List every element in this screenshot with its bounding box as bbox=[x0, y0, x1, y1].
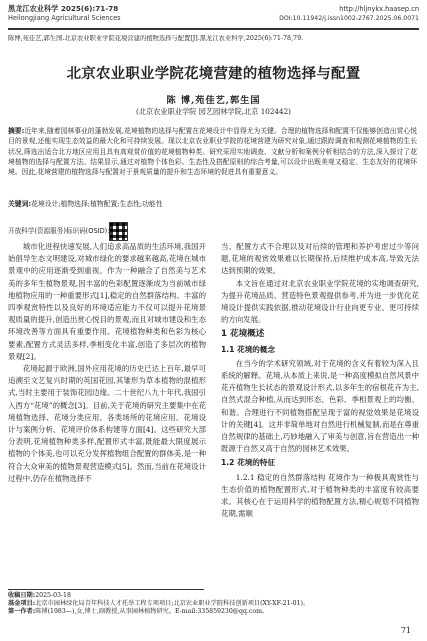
first-author-info: 第一作者:陈博(1983—),女,博士,副教授,从事园林植物研究。E-mail:335859230@qq.com。 bbox=[8, 608, 269, 615]
body-paragraph: 1.2.1 稳定的自然群落结构 花境作为一种极具观赏性与生态价值的植物配置形式,对于植物种类的丰富度有较高要求。其核心在于运用科学的植物配置方法,精心规划不同植物花期,需顺 bbox=[221, 472, 419, 519]
header-rule bbox=[8, 28, 419, 30]
keywords-text: 花境设计;植物选择;植物配置;生态性;功能性 bbox=[31, 200, 163, 208]
article-title: 北京农业职业学院花境营建的植物选择与配置 bbox=[66, 65, 361, 82]
qr-code-icon[interactable] bbox=[109, 222, 128, 241]
received-date: 收稿日期:2025-03-18 bbox=[8, 592, 71, 599]
journal-url[interactable]: http://hljnykx.haasep.cn bbox=[339, 5, 419, 13]
abstract-text: 近年来,随着园林事业的蓬勃发展,花境植物的选择与配置在花境设计中显得尤为关键。合理的植物选择和配置不仅能够创造出赏心悦目的景观,还能实现生态效益的最大化和可持续发展。现以北京农业职业学院的花境营建为研究对象,通过跟踪调查和观测花境植物的生长状况,筛选出适合北方地区应用且具有高观赏价值的花境植物种类。研究采用实地调查、文献分析和案例分析相结合的方法,深入探讨了花境植物的选择与配置方法。结果显示,通过对植物个体色彩、生态性及搭配原则的综合考量,可以设计出既美观又稳定、生态友好的花境环境。因此,花境营建的植物选择与配置对于景观质量的提升和生态环境的促进具有重要意义。 bbox=[8, 127, 417, 177]
oa-label: 开放科学(资源服务)标识码(OSID): bbox=[8, 227, 110, 235]
body-paragraph: 花境起源于欧洲,国外应用花境的历史已达上百年,最早可追溯至文艺复兴时期的英国花园,其雏形为草本植物的混植形式,当时主要用于装饰花园边缘。二十世纪八九十年代,我国引入西方“花境”的概念[3]。目前,关于花境的研究主要集中在花境植物选择、花境分类应用、各类场所的花境应用、花境设计与案例分析、花境评价体系构建等方面[4]。这些研究大部分表明,花境植物种类多样,配置形式丰富,既能最大限度展示植物的个体美,也可以充分发挥植物组合配置的群体美,是一种符合大众审美的植物景观营造模式[5]。然而,当前在花境设计过程中,仍存在植物选择不 bbox=[8, 364, 206, 483]
footnote-rule bbox=[8, 589, 204, 590]
footnote bbox=[8, 592, 417, 616]
body-paragraph: 城市化进程快速发展,人们追求高品质的生活环境,我国开始倡导生态文明建设,对城市绿化的要求越来越高,花境在城市景观中的应用逐渐受到重视。作为一种融合了自然美与艺术美的多年生植物景观,因丰富的色彩配置逐渐成为当前城市绿地植物应用的一种重要形式[1],稳定的自然群落结构、丰富的四季观赏特性以及良好的环境适应能力不仅可以提升花境景观质量的提升,创造出赏心悦目的景观,而且对城市建设和生态环境改善等方面具有重要作用。花境植物种类和色彩为核心要素,配置方式灵活多样,季相变化丰富,创造了多层次的植物景观[2]。 bbox=[8, 242, 206, 361]
section-heading: 1 花境概述 bbox=[221, 329, 265, 340]
body-paragraph: 当、配置方式不合理以及对后续的管理和养护考虑过少等问题,花境的观赏效果难以长期保持,后续维护成本高,导致无法达到预期的效果。 bbox=[221, 242, 419, 276]
keywords-label: 关键词: bbox=[8, 200, 32, 208]
body-paragraph: 本文旨在通过对北京农业职业学院花境的实地调查研究,为提升花境品质、营造特色景观提供参考,并为进一步优化花境设计提供实践依据,推动花境设计行业向更专业、更可持续的方向发展。 bbox=[221, 278, 419, 325]
citation: 陈博,苑佳艺,郭生国.北京农业职业学院花境营建的植物选择与配置[J].黑龙江农业科学,2025(6):71-78,79. bbox=[8, 35, 304, 42]
authors: 陈 博,苑佳艺,郭生国 bbox=[166, 95, 261, 106]
keywords bbox=[8, 199, 417, 209]
subsection-heading: 1.1 花境的概念 bbox=[221, 344, 276, 354]
right-column bbox=[221, 241, 419, 520]
left-column bbox=[8, 241, 206, 485]
abstract bbox=[8, 126, 417, 177]
fund-info: 基金项目:北京市园林绿化局青年科技人才托举工程专项项目;北京农业职业学院科技创新项目(XY-XF-21-01)。 bbox=[8, 600, 310, 607]
page-number: 71 bbox=[400, 626, 411, 635]
affiliation: (北京农业职业学院 园艺园林学院,北京 102442) bbox=[136, 107, 291, 116]
journal-name-cn: 黑龙江农业科学 2025(6):71-78 bbox=[8, 4, 119, 13]
oa-identifier bbox=[8, 222, 208, 238]
journal-name-en: Heilongjiang Agricultural Sciences bbox=[8, 13, 121, 22]
abstract-label: 摘要: bbox=[8, 127, 25, 135]
subsection-heading: 1.2 花境的特征 bbox=[221, 458, 276, 468]
doi: DOI:10.11942/j.issn1002-2767.2025.06.0071 bbox=[279, 15, 419, 22]
body-paragraph: 在当今的学术研究领域,对于花境的含义有着较为深入且系统的解释。花境,从本质上来说,是一种高度模拟自然风景中花卉植物生长状态的景观设计形式,以多年生的宿根花卉为主,自然式混合种植,从而达到形态、色彩、季相景观上的均衡、和谐。合理进行不同植物搭配呈现于富的视觉效果是花境设计的关键[4]。这并非简单地对自然进行机械复制,而是在尊重自然规律的基础上,巧妙地融入了审美与创意,旨在营造出一种既源于自然又高于自然的园林艺术效果。 bbox=[221, 358, 419, 454]
journal-header bbox=[8, 5, 121, 22]
